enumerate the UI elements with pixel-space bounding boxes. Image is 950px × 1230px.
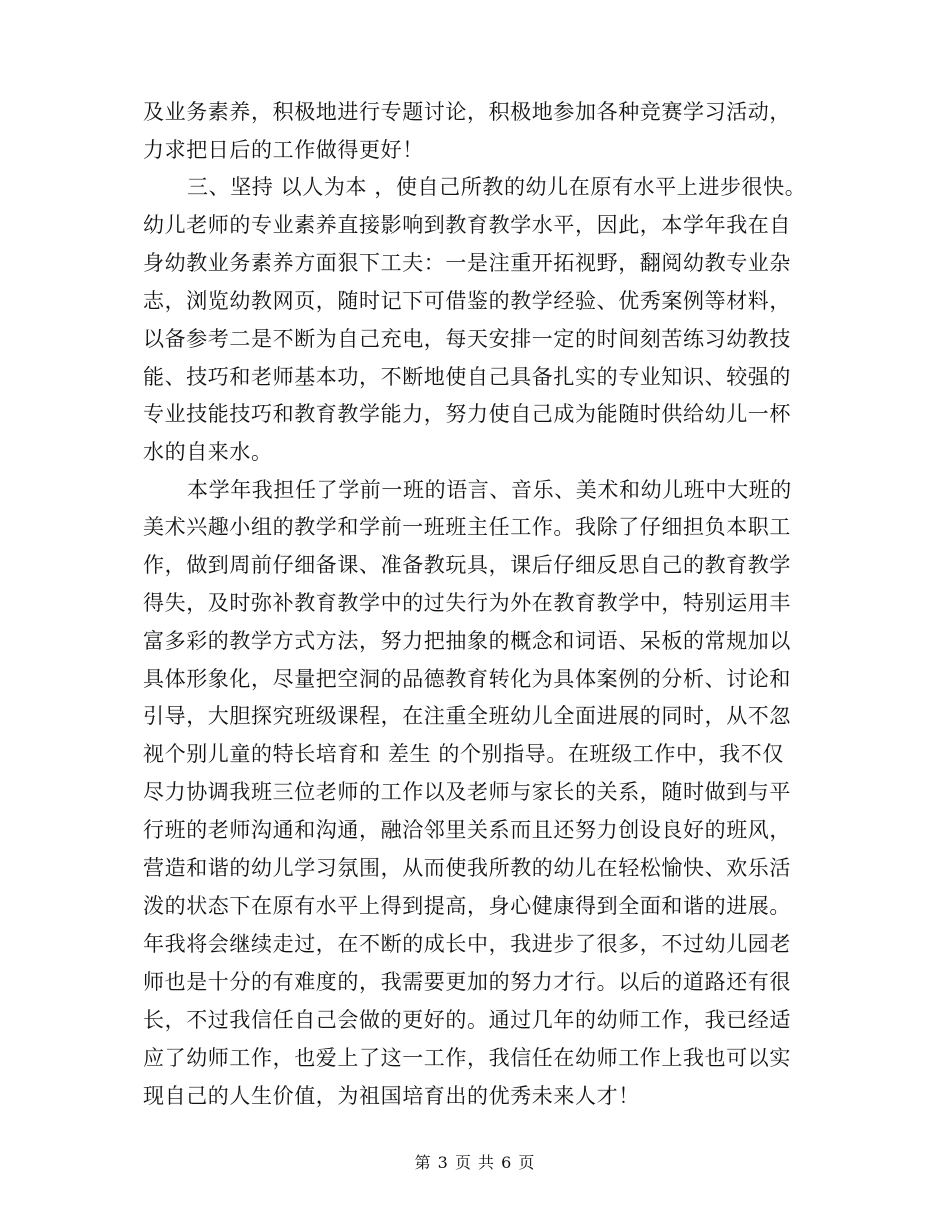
text-line: 作，做到周前仔细备课、准备教玩具，课后仔细反思自己的教育教学 bbox=[143, 553, 791, 577]
text-line: 师也是十分的有难度的，我需要更加的努力才行。以后的道路还有很 bbox=[143, 970, 791, 994]
text-line: 应了幼师工作，也爱上了这一工作，我信任在幼师工作上我也可以实 bbox=[143, 1046, 791, 1070]
text-line: 年我将会继续走过，在不断的成长中，我进步了很多，不过幼儿园老 bbox=[143, 932, 791, 956]
text-line: 营造和谐的幼儿学习氛围，从而使我所教的幼儿在轻松愉快、欢乐活 bbox=[143, 856, 791, 880]
text-line: 身幼教业务素养方面狠下工夫：一是注重开拓视野，翻阅幼教专业杂 bbox=[143, 251, 791, 275]
text-line: 本学年我担任了学前一班的语言、音乐、美术和幼儿班中大班的 bbox=[187, 478, 792, 502]
text-line: 行班的老师沟通和沟通，融洽邻里关系而且还努力创设良好的班风， bbox=[143, 818, 791, 842]
text-line: 以备参考二是不断为自己充电，每天安排一定的时间刻苦练习幼教技 bbox=[143, 327, 791, 351]
text-line: 现自己的人生价值，为祖国培育出的优秀未来人才！ bbox=[143, 1084, 640, 1108]
text-line: 泼的状态下在原有水平上得到提高，身心健康得到全面和谐的进展。 bbox=[143, 894, 791, 918]
text-line: 志，浏览幼教网页，随时记下可借鉴的教学经验、优秀案例等材料， bbox=[143, 289, 791, 313]
page-footer: 第 3 页 共 6 页 bbox=[414, 1153, 536, 1172]
text-line: 力求把日后的工作做得更好！ bbox=[143, 138, 424, 162]
text-line: 得失，及时弥补教育教学中的过失行为外在教育教学中，特别运用丰 bbox=[143, 591, 791, 615]
text-line: 长，不过我信任自己会做的更好的。通过几年的幼师工作，我已经适 bbox=[143, 1008, 791, 1032]
text-line: 尽力协调我班三位老师的工作以及老师与家长的关系，随时做到与平 bbox=[143, 780, 791, 804]
text-line: 专业技能技巧和教育教学能力，努力使自己成为能随时供给幼儿一杯 bbox=[143, 402, 791, 426]
text-line: 富多彩的教学方式方法，努力把抽象的概念和词语、呆板的常规加以 bbox=[143, 629, 791, 653]
text-line: 能、技巧和老师基本功，不断地使自己具备扎实的专业知识、较强的 bbox=[143, 365, 791, 389]
text-line: 三、坚持 以人为本 ，使自己所教的幼儿在原有水平上进步很快。 bbox=[187, 175, 807, 199]
text-line: 具体形象化，尽量把空洞的品德教育转化为具体案例的分析、讨论和 bbox=[143, 667, 791, 691]
text-line: 美术兴趣小组的教学和学前一班班主任工作。我除了仔细担负本职工 bbox=[143, 515, 791, 539]
text-line: 及业务素养，积极地进行专题讨论，积极地参加各种竞赛学习活动， bbox=[143, 100, 791, 124]
text-line: 引导，大胆探究班级课程，在注重全班幼儿全面进展的同时，从不忽 bbox=[143, 704, 791, 728]
text-line: 视个别儿童的特长培育和 差生 的个别指导。在班级工作中，我不仅 bbox=[143, 742, 784, 766]
text-line: 幼儿老师的专业素养直接影响到教育教学水平，因此，本学年我在自 bbox=[143, 213, 791, 237]
text-line: 水的自来水。 bbox=[143, 440, 273, 464]
